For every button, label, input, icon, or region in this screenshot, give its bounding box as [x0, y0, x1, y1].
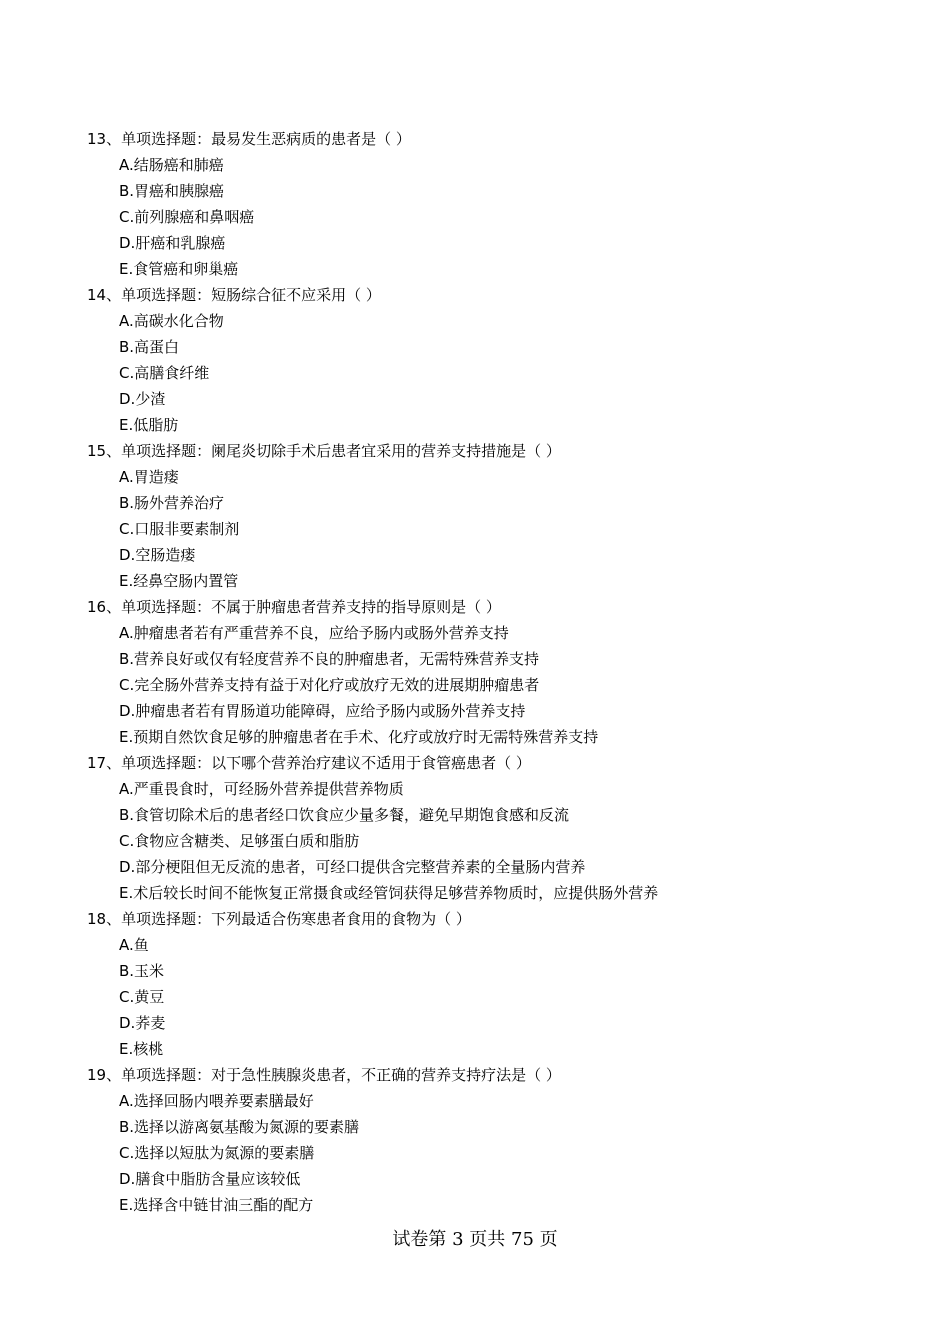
question-stem: 16、单项选择题：不属于肿瘤患者营养支持的指导原则是（ ）: [87, 598, 501, 616]
option-c: C.黄豆: [119, 988, 165, 1006]
question-stem: 14、单项选择题：短肠综合征不应采用（ ）: [87, 286, 381, 304]
option-a: A.高碳水化合物: [119, 312, 224, 330]
option-a: A.胃造瘘: [119, 468, 179, 486]
question-15: [87, 438, 907, 594]
option-a: A.肿瘤患者若有严重营养不良，应给予肠内或肠外营养支持: [119, 624, 509, 642]
option-a: A.严重畏食时，可经肠外营养提供营养物质: [119, 780, 404, 798]
question-17: [87, 750, 907, 906]
question-14: [87, 282, 907, 438]
question-stem: 18、单项选择题：下列最适合伤寒患者食用的食物为（ ）: [87, 910, 471, 928]
option-b: B.选择以游离氨基酸为氮源的要素膳: [119, 1118, 360, 1136]
option-d: D.少渣: [119, 390, 166, 408]
option-b: B.营养良好或仅有轻度营养不良的肿瘤患者，无需特殊营养支持: [119, 650, 540, 668]
option-d: D.膳食中脂肪含量应该较低: [119, 1170, 301, 1188]
option-b: B.玉米: [119, 962, 165, 980]
question-stem: 19、单项选择题：对于急性胰腺炎患者，不正确的营养支持疗法是（ ）: [87, 1066, 561, 1084]
option-a: A.选择回肠内喂养要素膳最好: [119, 1092, 314, 1110]
option-c: C.高膳食纤维: [119, 364, 210, 382]
option-d: D.肿瘤患者若有胃肠道功能障碍，应给予肠内或肠外营养支持: [119, 702, 526, 720]
option-b: B.高蛋白: [119, 338, 180, 356]
option-a: A.鱼: [119, 936, 149, 954]
option-d: D.空肠造瘘: [119, 546, 196, 564]
option-b: B.食管切除术后的患者经口饮食应少量多餐，避免早期饱食感和反流: [119, 806, 570, 824]
option-a: A.结肠癌和肺癌: [119, 156, 224, 174]
question-list: [87, 126, 907, 1218]
option-e: E.术后较长时间不能恢复正常摄食或经管饲获得足够营养物质时，应提供肠外营养: [119, 884, 659, 902]
option-c: C.选择以短肽为氮源的要素膳: [119, 1144, 315, 1162]
option-e: E.选择含中链甘油三酯的配方: [119, 1196, 314, 1214]
option-b: B.肠外营养治疗: [119, 494, 225, 512]
question-stem: 15、单项选择题：阑尾炎切除手术后患者宜采用的营养支持措施是（ ）: [87, 442, 561, 460]
option-d: D.部分梗阻但无反流的患者，可经口提供含完整营养素的全量肠内营养: [119, 858, 586, 876]
option-b: B.胃癌和胰腺癌: [119, 182, 225, 200]
question-18: [87, 906, 907, 1062]
option-e: E.低脂肪: [119, 416, 179, 434]
option-c: C.口服非要素制剂: [119, 520, 240, 538]
page-footer: 试卷第 3 页共 75 页: [392, 1229, 558, 1250]
option-c: C.前列腺癌和鼻咽癌: [119, 208, 255, 226]
option-e: E.核桃: [119, 1040, 164, 1058]
option-d: D.肝癌和乳腺癌: [119, 234, 226, 252]
option-e: E.预期自然饮食足够的肿瘤患者在手术、化疗或放疗时无需特殊营养支持: [119, 728, 599, 746]
question-16: [87, 594, 907, 750]
question-stem: 13、单项选择题：最易发生恶病质的患者是（ ）: [87, 130, 411, 148]
question-stem: 17、单项选择题：以下哪个营养治疗建议不适用于食管癌患者（ ）: [87, 754, 531, 772]
option-c: C.食物应含糖类、足够蛋白质和脂肪: [119, 832, 360, 850]
option-d: D.荞麦: [119, 1014, 166, 1032]
question-13: [87, 126, 907, 282]
option-e: E.食管癌和卵巢癌: [119, 260, 239, 278]
option-e: E.经鼻空肠内置管: [119, 572, 239, 590]
option-c: C.完全肠外营养支持有益于对化疗或放疗无效的进展期肿瘤患者: [119, 676, 540, 694]
question-19: [87, 1062, 907, 1218]
